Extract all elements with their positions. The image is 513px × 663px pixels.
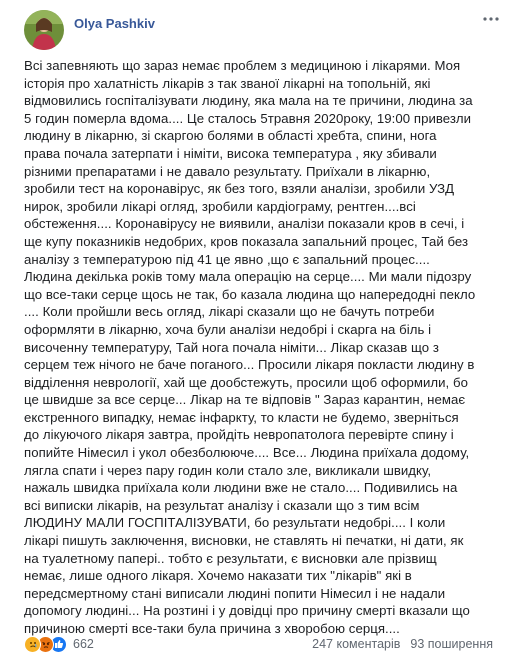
comments-count-link[interactable]: 247 коментарів bbox=[312, 637, 401, 651]
shares-count-link[interactable]: 93 поширення bbox=[410, 637, 493, 651]
more-options-icon[interactable] bbox=[481, 12, 501, 26]
post-footer bbox=[24, 632, 493, 656]
sad-reaction-icon bbox=[24, 636, 41, 653]
post-header bbox=[24, 8, 501, 52]
post-text: Всі запевняють що зараз немає проблем з медициною і лікарями. Моя історія про халатність лікарів з так званої лікарні на топольній, які відмовились госпіталізувати людину, яка мала на те причини, людина за 5 годин померла вдома.... Це сталось 5травня 2020року, 19:00 привезли людину в лікарню, зі скаргою болями в області хребта, спини, нога права почала затерпати і німіти, висока температура , яку збивали різними препаратами і не давало результату. Приїхали в лікарню, зробили тест на коронавірус, як без того, взяли аналізи, зробили УЗД нирок, зробили лікарі огляд, зробили кардіограму, рентген....всі обстеження.... Коронавірусу не виявили, аналізи показали кров в сечі, і ще купу показників недобрих, кров показала запальний процес, Тай без аналізу з температурою під 41 це явно ,що є запальний процес.... Людина декілька років тому мала операцію на серце.... Ми мали підозру що все-таки серце щось не так, бо казала людина що напередодні пекло .... Коли пройшли весь огляд, лікарі сказали що не бачуть потреби оформляти в лікарню, хоча були аналізи недобрі і скарга на біль і височенну температуру, Тай нога почала німіти... Лікар сказав що з серцем теж нічого не бачe поганого... Просили лікаря покласти людину в відділення неврології, хай ще дообстежуть, просили щоб оформили, бо це швидше за все серце... Лікар на те відповів " Зараз карантин, немає екстренного випадку, немає інфаркту, то класти не будемо, зверніться до лікуючого лікаря завтра, пройдіть невропатолога перевірте спину і попийте Німесил і укол обезболюючe.... Все... Людина приїхала додому, лягла спати і через пару годин коли стало зле, викликали швидку, нажаль швидка приїхала коли людини вже не стало.... Подивились на всі виписки лікарів, на результат аналізу і сказали що з тим всім ЛЮДИНУ МАЛИ ГОСПІТАЛІЗУВАТИ, бо результати недобрі.... І коли лікарі пишуть заключення, висновки, не ставлять ні печатки, ні дати, як на туалетному папері.. тобто є результати, є висновки але прізвищ немає, лише одного лікаря. Хочемо наказати тих "лікарів" які в передсмертному стані виписали людині попити Німесил і не надали допомогу людині... На розтині і у довідці про причину смерті вказали що причиною смерті все-таки була причина з хворобою серця.... bbox=[24, 58, 476, 636]
engagement-stats bbox=[312, 637, 493, 651]
reaction-icons[interactable] bbox=[24, 636, 67, 653]
author-name[interactable]: Olya Pashkiv bbox=[74, 16, 155, 31]
author-avatar[interactable] bbox=[24, 10, 64, 50]
reaction-count[interactable]: 662 bbox=[73, 637, 94, 651]
